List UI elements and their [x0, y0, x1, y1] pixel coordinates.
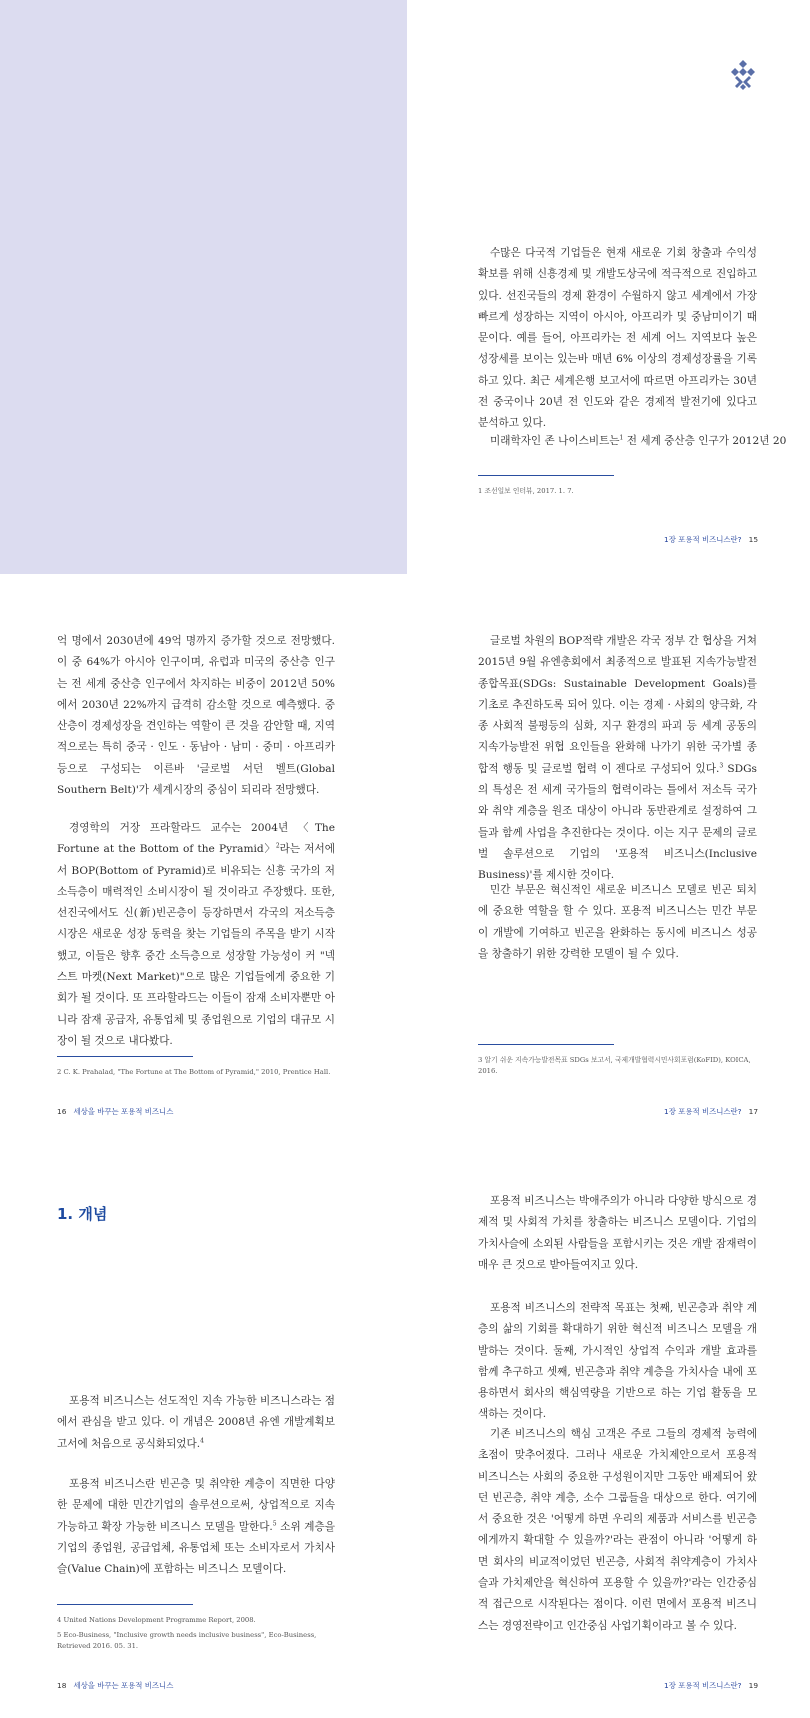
diamond-pattern-logo-icon [726, 58, 760, 92]
page-footer-18 [57, 1680, 173, 1691]
footnote-ref-5: 5 [272, 1520, 277, 1528]
page-footer-19 [664, 1680, 758, 1691]
page-number: 15 [748, 535, 759, 544]
page17-paragraph-2: 민간 부문은 혁신적인 새로운 비즈니스 모델로 빈곤 퇴치에 중요한 역할을 할 수 있다. 포용적 비즈니스는 민간 부문이 개발에 기여하고 빈곤을 완화하는 동시에 비즈니스 성공을 창출하기 위한 강력한 모델이 될 수 있다. [478, 884, 757, 960]
footnote-rule [57, 1604, 193, 1605]
footnote-4: 4 United Nations Development Programme Report, 2008. [57, 1616, 256, 1624]
running-title: 1장 포용적 비즈니스란? [664, 535, 742, 544]
footnote-rule [478, 1044, 614, 1045]
page19-paragraph-3: 기존 비즈니스의 핵심 고객은 주로 그들의 경제적 능력에 초점이 맞추어졌다. 그러나 새로운 가치제안으로서 포용적 비즈니스는 사회의 중요한 구성원이지만 그동안 배제되어 왔던 빈곤층, 취약 계층, 소수 그룹들을 대상으로 한다. 여기에서 중요한 것은 '어떻게 하면 우리의 제품과 서비스를 빈곤층에게까지 확대할 수 있을까?'라는 관점이 아니라 '어떻게 하면 회사의 비교적이었던 빈곤층, 사회적 취약계층이 가치사슬과 가치제안을 혁신하여 포용할 수 있을까?'라는 인간중심적 접근으로 시작된다는 점이다. 이런 면에서 포용적 비즈니스는 경영전략이고 인간중심 사업기획이라고 볼 수 있다. [478, 1428, 757, 1632]
page-number: 19 [748, 1681, 759, 1690]
footnote-2: 2 C. K. Prahalad, "The Fortune at The Bottom of Pyramid," 2010, Prentice Hall. [57, 1068, 331, 1076]
footnote-5: 5 Eco-Business, "Inclusive growth needs inclusive business", Eco-Business, Retrieved 2016. 05. 31. [57, 1631, 317, 1650]
running-title: 세상을 바꾸는 포용적 비즈니스 [73, 1681, 174, 1690]
running-title: 세상을 바꾸는 포용적 비즈니스 [73, 1107, 174, 1116]
footnote-3: 3 알기 쉬운 지속가능발전목표 SDGs 보고서, 국제개발협력시민사회포럼(KoFID), KOICA, 2016. [478, 1056, 751, 1075]
footnote-ref-4: 4 [200, 1437, 204, 1445]
section-heading: 1. 개념 [57, 1205, 108, 1223]
page15-paragraph-1: 수많은 다국적 기업들은 현재 새로운 기회 창출과 수익성 확보를 위해 신흥경제 및 개발도상국에 적극적으로 진입하고 있다. 선진국들의 경제 환경이 수월하지 않고 세계에서 가장 빠르게 성장하는 지역이 아시아, 아프리카 및 중남미이기 때문이다. 예를 들어, 아프리카는 전 세계 어느 지역보다 높은 성장세를 보이는 있는바 매년 6% 이상의 경제성장률을 기록하고 있다. 최근 세계은행 보고서에 따르면 아프리카는 30년 전 중국이나 20년 전 인도와 같은 경제적 발전기에 있다고 분석하고 있다. [478, 247, 757, 430]
page19-paragraph-2: 포용적 비즈니스의 전략적 목표는 첫째, 빈곤층과 취약 계층의 삶의 기회를 확대하기 위한 혁신적 비즈니스 모델을 개발하는 것이다. 둘째, 가시적인 상업적 수익과 개발 효과를 함께 추구하고 셋째, 빈곤층과 취약 계층을 가치사슬 내에 포용하면서 회사의 핵심역량을 기반으로 하는 기업 활동을 모색하는 것이다. [478, 1302, 757, 1421]
running-title: 1장 포용적 비즈니스란? [664, 1107, 742, 1116]
page17-paragraph-1: 글로벌 차원의 BOP적략 개발은 각국 정부 간 협상을 거쳐 2015년 9월 유엔총회에서 최종적으로 발표된 지속가능발전 종합목표(SDGs: Sustainable Development Goals)를 기초로 추진하도록 되어 있다. 이는 경제 · 사회의 양극화, 각종 사회적 불평등의 심화, 지구 환경의 파괴 등 세계 공동의 지속가능발전 위협 요인들을 완화해 나가기 위한 국가별 종합적 행동 및 글로벌 협력 이 젠다로 구성되어 있다.$^3$ SDGs의 특성은 전 세계 국가들의 협력이라는 틀에서 저소득 국가와 취약 계층을 원조 대상이 아니라 동반관계로 설정하여 그들과 함께 사업을 추진한다는 것이다. 이는 지구 문제의 글로벌 솔루션으로 기업의 '포용적 비즈니스(Inclusive Business)'를 제시한 것이다. [478, 635, 757, 882]
page-footer-16 [57, 1106, 173, 1117]
page-footer-15 [664, 534, 758, 545]
page16-paragraph-2: 경영학의 거장 프라할라드 교수는 2004년 〈The Fortune at the Bottom of the Pyramid〉$^2$라는 저서에서 BOP(Bottom of Pyramid)로 비유되는 신흥 국가의 저소득층이 매력적인 소비시장이 될 것이라고 주장했다. 또한, 선진국에서도 신(新)빈곤층이 등장하면서 각국의 저소득층 시장은 새로운 성장 동력을 찾는 기업들의 주목을 받기 시작했고, 이들은 향후 중간 소득층으로 성장할 가능성이 커 "넥스트 마켓(Next Market)"으로 많은 기업들에게 중요한 기회가 될 것이다. 또 프라할라드는 이들이 잠재 소비자뿐만 아니라 잠재 공급자, 유통업체 및 종업원으로 기업의 대규모 시장이 될 것으로 내다봤다. [57, 822, 335, 1047]
footnote-ref-3: 3 [719, 762, 724, 770]
footnote-ref-2: 2 [275, 842, 280, 850]
footnote-rule [478, 475, 614, 476]
footnote-1: 1 조선일보 인터뷰, 2017. 1. 7. [478, 487, 574, 495]
page15-paragraph-2: 미래학자인 존 나이스비트는$^1$ 전 세계 중산층 인구가 2012년 20 [490, 434, 787, 447]
page18-paragraph-1: 포용적 비즈니스는 선도적인 지속 가능한 비즈니스라는 점에서 관심을 받고 있다. 이 개념은 2008년 유엔 개발계획보고서에 처음으로 공식화되었다.$^4$ [57, 1395, 335, 1450]
page16-paragraph-1: 억 명에서 2030년에 49억 명까지 증가할 것으로 전망했다. 이 중 64%가 아시아 인구이며, 유럽과 미국의 중산층 인구는 전 세계 중산층 인구에서 차지하는 비중이 2012년 50%에서 2030년 22%까지 급격히 감소할 것으로 예측했다. 중산층이 경제성장을 견인하는 역할이 큰 것을 감안할 때, 지역적으로는 특히 중국 · 인도 · 동남아 · 남미 · 중미 · 아프리카 등으로 구성되는 이른바 '글로벌 서던 벨트(Global Southern Belt)'가 세계시장의 중심이 되리라 전망했다. [57, 635, 335, 797]
footnote-rule [57, 1056, 193, 1057]
page19-paragraph-1: 포용적 비즈니스는 박애주의가 아니라 다양한 방식으로 경제적 및 사회적 가치를 창출하는 비즈니스 모델이다. 기업의 가치사슬에 소외된 사람들을 포함시키는 것은 개발 잠재력이 매우 큰 것으로 받아들여지고 있다. [478, 1195, 757, 1271]
page-number: 18 [57, 1681, 67, 1690]
page-number: 17 [748, 1107, 759, 1116]
page-number: 16 [57, 1107, 67, 1116]
footnote-ref-1: 1 [619, 434, 624, 442]
lavender-panel [0, 0, 407, 574]
running-title: 1장 포용적 비즈니스란? [664, 1681, 742, 1690]
page-footer-17 [664, 1106, 758, 1117]
page18-paragraph-2: 포용적 비즈니스란 빈곤층 및 취약한 계층이 직면한 다양한 문제에 대한 민간기업의 솔루션으로써, 상업적으로 지속 가능하고 확장 가능한 비즈니스 모델을 말한다.$^5$ 소위 계층을 기업의 종업원, 공급업체, 유통업체 또는 소비자로서 가치사슬(Value Chain)에 포함하는 비즈니스 모델이다. [57, 1478, 335, 1576]
